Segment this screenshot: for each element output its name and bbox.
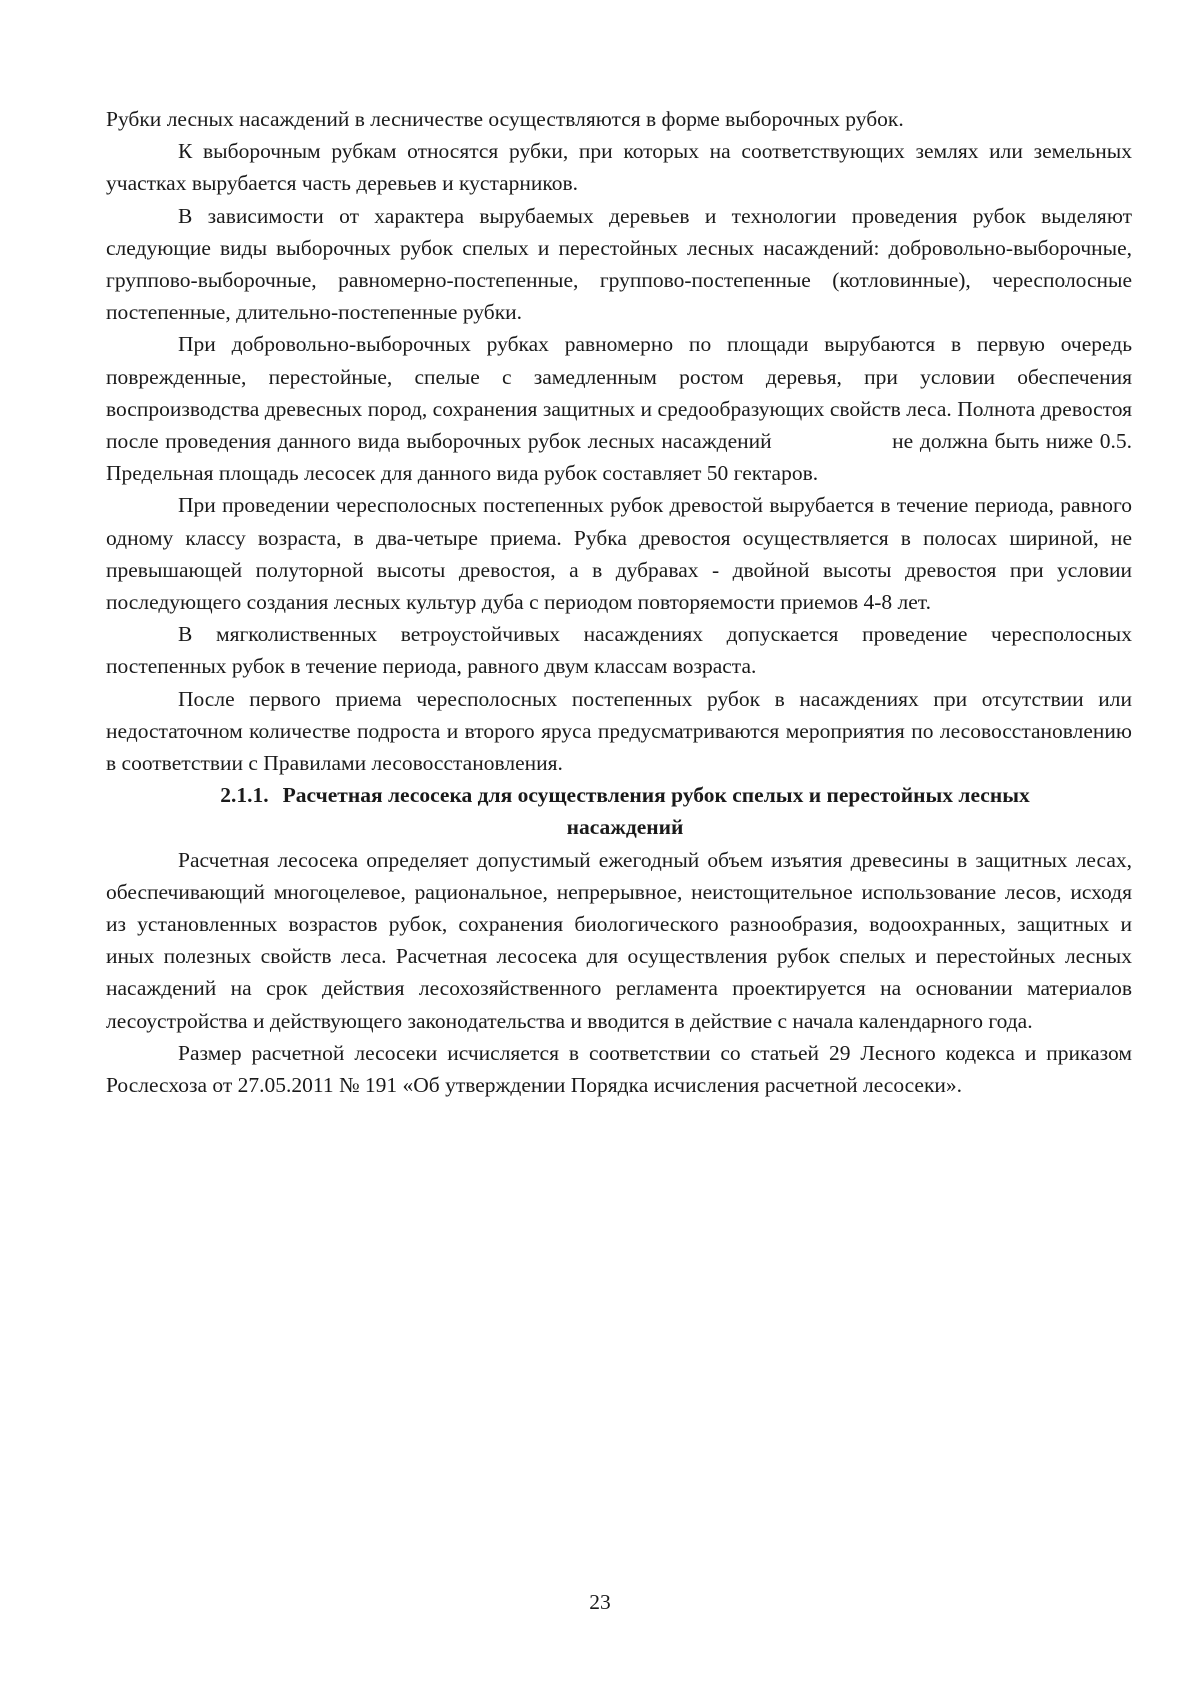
- paragraph-9: Размер расчетной лесосеки исчисляется в соответствии со статьей 29 Лесного кодекса и приказом Рослесхоза от 27.05.2011 № 191 «Об утверждении Порядка исчисления расчетной лесосеки».: [106, 1040, 1132, 1098]
- paragraph-8: Расчетная лесосека определяет допустимый ежегодный объем изъятия древесины в защитных лесах, обеспечивающий многоцелевое, рациональное, непрерывное, неистощительное использование лесов, исходя из установленных возрастов рубок, сохранения биологического разнообразия, водоохранных, защитных и иных полезных свойств леса. Расчетная лесосека для осуществления рубок спелых и перестойных лесных насаждений на срок действия лесохозяйственного регламента проектируется на основании материалов лесоустройства и действующего законодательства и вводится в действие с начала календарного года.: [106, 847, 1132, 1033]
- section-number: 2.1.1.: [220, 783, 269, 808]
- paragraph-6: В мягколиственных ветроустойчивых насаждениях допускается проведение чересполосных постепенных рубок в течение периода, равного двум классам возраста.: [106, 622, 1132, 679]
- paragraph-1: Рубки лесных насаждений в лесничестве осуществляются в форме выборочных рубок.: [106, 107, 904, 131]
- paragraph-4: При добровольно-выборочных рубках равномерно по площади вырубаются в первую очередь поврежденные, перестойные, спелые с замедленным ростом деревья, при условии обеспечения воспроизводства древесных пород, сохранения защитных и средообразующих свойств леса. Полнота древостоя после проведения данного вида выборочных рубок лесных насаждений не должна быть ниже 0.5. Предельная площадь лесосек для данного вида рубок составляет 50 гектаров.: [106, 332, 1138, 486]
- paragraph-2: К выборочным рубкам относятся рубки, при которых на соответствующих землях или земельных участках вырубается часть деревьев и кустарников.: [106, 139, 1132, 196]
- paragraph-7: После первого приема чересполосных постепенных рубок в насаждениях при отсутствии или недостаточном количестве подроста и второго яруса предусматриваются мероприятия по лесовосстановлению в соответствии с Правилами лесовосстановления.: [106, 686, 1132, 776]
- paragraph-5: При проведении чересполосных постепенных рубок древостой вырубается в течение периода, равного одному классу возраста, в два-четыре приема. Рубка древостоя осуществляется в полосах шириной, не превышающей полуторной высоты древостоя, а в дубравах - двойной высоты древостоя при условии последующего создания лесных культур дуба с периодом повторяемости приемов 4-8 лет.: [106, 493, 1132, 615]
- section-heading: [106, 779, 1132, 843]
- section-title: Расчетная лесосека для осуществления рубок спелых и перестойных лесных насаждений: [282, 783, 1030, 840]
- paragraph-3: В зависимости от характера вырубаемых деревьев и технологии проведения рубок выделяют следующие виды выборочных рубок спелых и перестойных лесных насаждений: добровольно-выборочные, группово-выборочные, равномерно-постепенные, группово-постепенные (котловинные), чересполосные постепенные, длительно-постепенные рубки.: [106, 203, 1132, 325]
- page-number: 23: [589, 1590, 611, 1614]
- document-page: [106, 103, 1138, 1101]
